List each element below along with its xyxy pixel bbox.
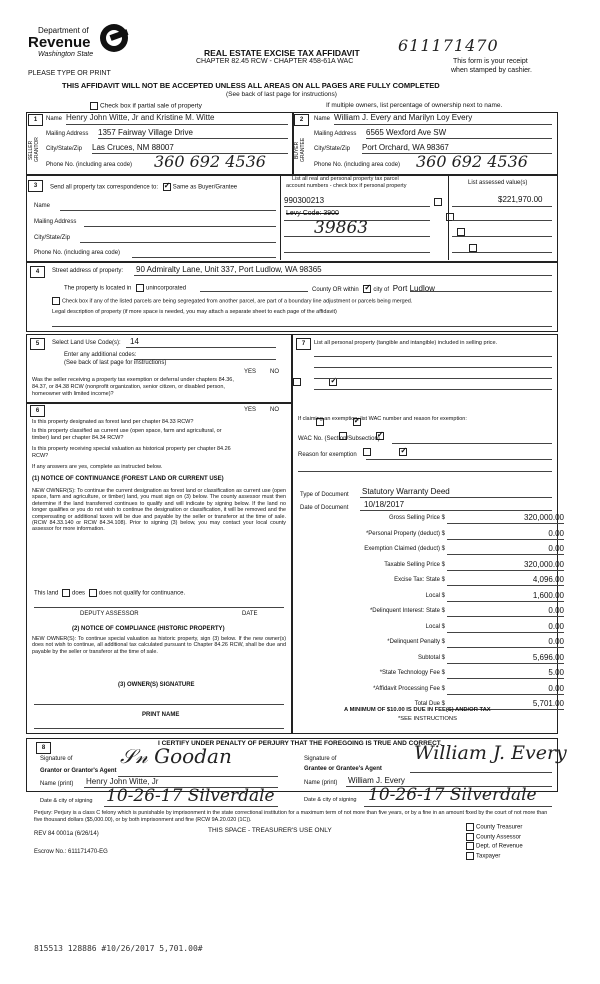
tax-row-label: *Personal Property (deduct) $ xyxy=(365,530,445,537)
doc-date-value[interactable]: 10/18/2017 xyxy=(364,500,405,509)
tax-row xyxy=(300,653,572,665)
land-use-value[interactable]: 14 xyxy=(130,337,139,346)
seller-city-value[interactable]: Las Cruces, NM 88007 xyxy=(92,143,174,152)
instructions-note: (See back of last page for instructions) xyxy=(226,91,337,98)
wac-claim-label: If claiming an exemption, list WAC number and reason for exemption: xyxy=(298,416,467,422)
land-use-label: Select Land Use Code(s): xyxy=(52,340,121,346)
city-of-row xyxy=(312,284,435,293)
s3-name-label: Name xyxy=(34,203,51,209)
tax-row-value[interactable]: 0.00 xyxy=(548,544,564,553)
grantee-date-city-label: Date & city of signing xyxy=(304,797,357,803)
agency-line1: Department of xyxy=(38,26,89,35)
assessor-date-label: DATE xyxy=(242,611,258,617)
s3-city-label: City/State/Zip xyxy=(34,235,71,241)
tax-row-label: *State Technology Fee $ xyxy=(379,670,445,676)
doc-type-value[interactable]: Statutory Warranty Deed xyxy=(362,487,450,496)
partial-sale-label: Check box if partial sale of property xyxy=(100,102,202,110)
tax-row xyxy=(300,529,572,541)
unincorporated-checkbox[interactable] xyxy=(136,284,144,292)
grantee-print-label: Name (print) xyxy=(304,780,338,786)
tax-row xyxy=(300,513,572,525)
tax-row-value[interactable]: 0.00 xyxy=(548,606,564,615)
copy-county-assessor-label: County Assessor xyxy=(476,834,522,841)
tax-row xyxy=(300,668,572,680)
buyer-phone-label: Phone No. (including area code) xyxy=(314,162,401,168)
tax-row-label: Exemption Claimed (deduct) $ xyxy=(364,546,445,552)
tax-row-label: Local $ xyxy=(425,623,445,630)
receipt-note-2: when stamped by cashier. xyxy=(451,67,532,74)
copy-county-treasurer-label: County Treasurer xyxy=(476,824,523,831)
tax-row-label: *Delinquent Penalty $ xyxy=(387,639,445,645)
grantor-signature[interactable]: 𝒮𝓃 Goodan xyxy=(120,744,232,768)
s5-no-label: NO xyxy=(270,369,279,375)
deputy-assessor-label: DEPUTY ASSESSOR xyxy=(80,611,139,617)
seller-phone-label: Phone No. (including area code) xyxy=(46,162,133,168)
buyer-name-value[interactable]: William J. Every and Marilyn Loy Every xyxy=(334,113,473,122)
buyer-mailing-value[interactable]: 6565 Wexford Ave SW xyxy=(366,128,447,137)
grantee-agent-label: Grantee or Grantee's Agent xyxy=(304,766,382,772)
tax-row-value[interactable]: 5.00 xyxy=(548,668,564,677)
qualify-text-a: This land xyxy=(34,590,59,597)
notice-1-text: NEW OWNER(S): To continue the current designation as forest land or classification as current use (open space, farm and agriculture, or timber) land, you must sign on (3) below. The county assessor must then determine if the land transferred continues to qualify and will indicate by signing below. If the land no longer qualifies or you do not wish to continue the designation or classification, it will be removed and the compensating or additional taxes will be due and payable by the seller or transferor at the time of sale. (RCW 84.33.140 or RCW 84.34.108). Prior to signing (3) below, you may contact your local county assessor for more information. xyxy=(32,488,286,533)
seller-name-value[interactable]: Henry John Witte, Jr and Kristine M. Witte xyxy=(66,113,215,122)
wac-number-label: WAC No. (Section/Subsection) xyxy=(298,436,380,442)
grantee-print-name[interactable]: William J. Every xyxy=(348,776,405,785)
historic-question: Is this property receiving special valuation as historical property per chapter 84.26 RCW? xyxy=(32,446,231,459)
send-correspondence-row xyxy=(50,183,237,191)
same-as-buyer-label: Same as Buyer/Grantee xyxy=(172,184,238,191)
buyer-city-value[interactable]: Port Orchard, WA 98367 xyxy=(362,143,449,152)
grantor-agent-label: Grantor or Grantor's Agent xyxy=(40,768,117,774)
copy-county-assessor-checkbox[interactable] xyxy=(466,833,474,841)
buyer-mailing-label: Mailing Address xyxy=(314,131,357,137)
grantor-sig-label: Signature of xyxy=(40,756,73,762)
tax-row-label: Total Due $ xyxy=(414,701,445,707)
qualify-text-b: does xyxy=(72,590,86,597)
tax-row-value[interactable]: 5,696.00 xyxy=(532,652,564,662)
tax-row-label: Excise Tax: State $ xyxy=(394,577,445,583)
receipt-note-1: This form is your receipt xyxy=(453,58,528,65)
buyer-city-label: City/State/Zip xyxy=(314,146,351,152)
partial-sale-checkbox[interactable] xyxy=(90,102,98,110)
tax-row xyxy=(300,544,572,556)
segregated-label: Check box if any of the listed parcels are being segregated from another parcel, are part of a boundary line adjustment or parcels being merged. xyxy=(62,298,413,305)
parcel-header-2: account numbers - check box if personal property xyxy=(286,183,407,189)
answers-note: If any answers are yes, complete as instructed below. xyxy=(32,464,163,470)
section-1-number: 1 xyxy=(28,114,43,126)
current-use-question: Is this property classified as current use (open space, farm and agricultural, or timber) land per chapter 84.34 RCW? xyxy=(32,428,222,441)
copy-taxpayer-checkbox[interactable] xyxy=(466,852,474,860)
assessed-1-value[interactable]: $221,970.00 xyxy=(498,195,543,204)
tax-row-label: Taxable Selling Price $ xyxy=(384,561,445,568)
tax-row-value[interactable]: 320,000.00 xyxy=(523,559,564,569)
city-of-checkbox[interactable] xyxy=(363,285,371,293)
personal-property-label: List all personal property (tangible and intangible) included in selling price. xyxy=(314,340,498,346)
s6-yes-label: YES xyxy=(244,407,257,413)
seller-mailing-value[interactable]: 1357 Fairway Village Drive xyxy=(98,128,194,137)
exemption-reason-label: Reason for exemption xyxy=(298,452,357,458)
location-row xyxy=(64,284,186,292)
section-6-number: 6 xyxy=(30,405,45,417)
grantor-print-label: Name (print) xyxy=(40,781,74,787)
agency-line3: Washington State xyxy=(38,51,94,58)
tax-row-label: *Delinquent Interest: State $ xyxy=(369,608,445,614)
send-correspondence-label: Send all property tax correspondence to: xyxy=(50,184,159,191)
tax-row-label: Gross Selling Price $ xyxy=(388,515,445,521)
does-not-qualify-checkbox[interactable] xyxy=(89,589,97,597)
seller-mailing-label: Mailing Address xyxy=(46,131,89,137)
tax-row xyxy=(300,622,572,634)
buyer-side-label: BUYER GRANTEE xyxy=(294,137,306,163)
copy-county-assessor xyxy=(466,833,523,843)
multiple-owners-note: If multiple owners, list percentage of ownership next to name. xyxy=(326,102,503,109)
buyer-phone-value[interactable]: 360 692 4536 xyxy=(416,152,528,171)
copy-dept-revenue xyxy=(466,842,523,852)
copy-taxpayer-label: Taxpayer xyxy=(476,853,501,860)
buyer-name-label: Name xyxy=(314,116,331,122)
section-2-number: 2 xyxy=(294,114,309,126)
tax-row-label: *Affidavit Processing Fee $ xyxy=(373,685,445,692)
city-of-value[interactable]: Port Ludlow xyxy=(392,284,435,293)
escrow-number: Escrow No.: 611171470-EG xyxy=(34,849,108,855)
tax-row xyxy=(300,684,572,696)
parcel-header-1: List all real and personal property tax parcel xyxy=(292,176,399,182)
parcel-2-struck: Levy Code: 3900 xyxy=(286,210,339,217)
copy-dept-revenue-label: Dept. of Revenue xyxy=(476,843,523,850)
tax-row-label: Subtotal $ xyxy=(417,654,445,661)
forest-question: Is this property designated as forest land per chapter 84.33 RCW? xyxy=(32,419,194,425)
handwritten-form-number: 611171470 xyxy=(398,36,499,55)
grantee-signature[interactable]: William J. Every xyxy=(414,742,567,764)
print-name-label: PRINT NAME xyxy=(142,712,180,718)
section-7-number: 7 xyxy=(296,338,311,350)
notice-2-text: NEW OWNER(S): To continue special valuation as historic property, sign (3) below. If the new owner(s) does not wish to continue, all additional tax calculated pursuant to Chapter 84.26 RCW, shall be due and payable by the seller or transferor at the time of sale. xyxy=(32,636,286,655)
does-qualify-checkbox[interactable] xyxy=(62,589,70,597)
grantee-date-city[interactable]: 10-26-17 Silverdale xyxy=(368,785,537,805)
seller-phone-value[interactable]: 360 692 4536 xyxy=(154,152,266,171)
location-label: The property is located in xyxy=(64,285,132,292)
tax-row-value[interactable]: 0.00 xyxy=(548,637,564,646)
s5-yes-label: YES xyxy=(244,369,257,375)
grantor-date-city-label: Date & city of signing xyxy=(40,798,93,804)
seller-side-label: SELLER GRANTOR xyxy=(28,137,40,163)
notice-2-title: (2) NOTICE OF COMPLIANCE (HISTORIC PROPERTY) xyxy=(72,626,225,632)
treasurer-note: THIS SPACE - TREASURER'S USE ONLY xyxy=(208,827,332,834)
seller-name-label: Name xyxy=(46,116,63,122)
agency-line2: Revenue xyxy=(28,34,91,51)
s3-mailing-label: Mailing Address xyxy=(34,219,77,225)
copy-taxpayer xyxy=(466,852,523,862)
section-8-number: 8 xyxy=(36,742,51,754)
parcel-1-value[interactable]: 990300213 xyxy=(284,196,325,205)
form-subtitle: CHAPTER 82.45 RCW - CHAPTER 458-61A WAC xyxy=(196,58,354,65)
legal-description-label: Legal description of property (if more space is needed, you may attach a separate sheet to each page of the affidavit) xyxy=(52,309,337,315)
dor-logo xyxy=(28,24,128,68)
county-or-within-label: County OR within xyxy=(312,287,359,293)
copy-distribution-list xyxy=(466,823,523,861)
tax-row xyxy=(300,591,572,603)
parcel-1-checkbox[interactable] xyxy=(434,198,442,206)
same-as-buyer-checkbox[interactable] xyxy=(163,183,171,191)
unincorporated-label: unincorporated xyxy=(146,285,187,292)
qualify-row xyxy=(34,589,185,597)
section-5-number: 5 xyxy=(30,338,45,350)
tax-row xyxy=(300,575,572,587)
form-title: REAL ESTATE EXCISE TAX AFFIDAVIT xyxy=(204,48,360,58)
copy-dept-revenue-checkbox[interactable] xyxy=(466,842,474,850)
tax-row-label: Local $ xyxy=(425,592,445,599)
section-3-number: 3 xyxy=(28,180,43,192)
grantee-sig-label: Signature of xyxy=(304,756,337,762)
rev-number: REV 84 0001a (6/26/14) xyxy=(34,831,99,837)
tax-row xyxy=(300,637,572,649)
s3-phone-label: Phone No. (including area code) xyxy=(34,250,121,256)
parcel-3-checkbox[interactable] xyxy=(457,228,465,236)
additional-codes-label: Enter any additional codes: xyxy=(64,352,137,358)
parcel-3-handwritten[interactable]: 39863 xyxy=(314,218,369,238)
exemption-question: Was the seller receiving a property tax exemption or deferral under chapters 84.36, 84.37, or 84.38 RCW (nonprofit organization, senior citizen, or disabled person, homeowner with limited income)? xyxy=(32,377,234,397)
tax-row-value[interactable]: 0.00 xyxy=(548,683,564,693)
segregated-checkbox[interactable] xyxy=(52,297,60,305)
tax-row-value[interactable]: 0.00 xyxy=(548,528,564,538)
cashier-stamp: 815513 128886 #10/26/2017 5,701.00# xyxy=(34,944,203,953)
tax-row-value[interactable]: 320,000.00 xyxy=(523,513,564,522)
assessed-header: List assessed value(s) xyxy=(468,180,528,186)
doc-date-label: Date of Document xyxy=(300,505,349,511)
street-value[interactable]: 90 Admiralty Lane, Unit 337, Port Ludlow, WA 98365 xyxy=(136,265,322,274)
segregated-row xyxy=(52,297,412,305)
copy-county-treasurer xyxy=(466,823,523,833)
see-instructions-note: *SEE INSTRUCTIONS xyxy=(398,716,457,722)
certify-statement: I CERTIFY UNDER PENALTY OF PERJURY THAT THE FOREGOING IS TRUE AND CORRECT. xyxy=(158,740,442,747)
section-4-number: 4 xyxy=(30,266,45,278)
type-or-print-note: PLEASE TYPE OR PRINT xyxy=(28,70,111,77)
tax-row-value[interactable]: 5,701.00 xyxy=(532,699,564,708)
tax-row xyxy=(300,560,572,572)
notice-1-title: (1) NOTICE OF CONTINUANCE (FOREST LAND OR CURRENT USE) xyxy=(32,476,224,482)
grantor-print-name[interactable]: Henry John Witte, Jr xyxy=(86,777,159,786)
owner-signature-title: (3) OWNER(S) SIGNATURE xyxy=(118,682,195,688)
qualify-text-c: does not qualify for continuance. xyxy=(98,590,186,597)
s6-no-label: NO xyxy=(270,407,279,413)
grantor-date-city[interactable]: 10-26-17 Silverdale xyxy=(106,786,275,806)
minimum-due-note: A MINIMUM OF $10.00 IS DUE IN FEE(S) AND/OR TAX xyxy=(344,707,491,713)
parcel-4-checkbox[interactable] xyxy=(469,244,477,252)
doc-type-label: Type of Document xyxy=(300,492,349,498)
tax-row-value[interactable]: 4,096.00 xyxy=(532,575,564,584)
seller-city-label: City/State/Zip xyxy=(46,146,83,152)
perjury-notice: Perjury: Perjury is a class C felony which is punishable by imprisonment in the state correctional institution for a maximum term of not more than five years, or by a fine in an amount fixed by the court of not more than five thousand dollars ($5,000.00), or by both imprisonment and fine (RCW 9A.20.020 (1C)). xyxy=(34,810,548,823)
logo-swoosh-icon xyxy=(100,24,128,52)
partial-sale-row xyxy=(90,102,202,110)
acceptance-warning: THIS AFFIDAVIT WILL NOT BE ACCEPTED UNLESS ALL AREAS ON ALL PAGES ARE FULLY COMPLETED xyxy=(62,81,440,90)
street-label: Street address of property: xyxy=(52,268,124,274)
city-of-label: city of xyxy=(373,287,390,293)
tax-row xyxy=(300,606,572,618)
copy-county-treasurer-checkbox[interactable] xyxy=(466,823,474,831)
additional-codes-note: (See back of last page for instructions) xyxy=(64,360,167,366)
tax-row-value[interactable]: 1,600.00 xyxy=(532,590,564,600)
tax-row-value[interactable]: 0.00 xyxy=(548,621,564,631)
